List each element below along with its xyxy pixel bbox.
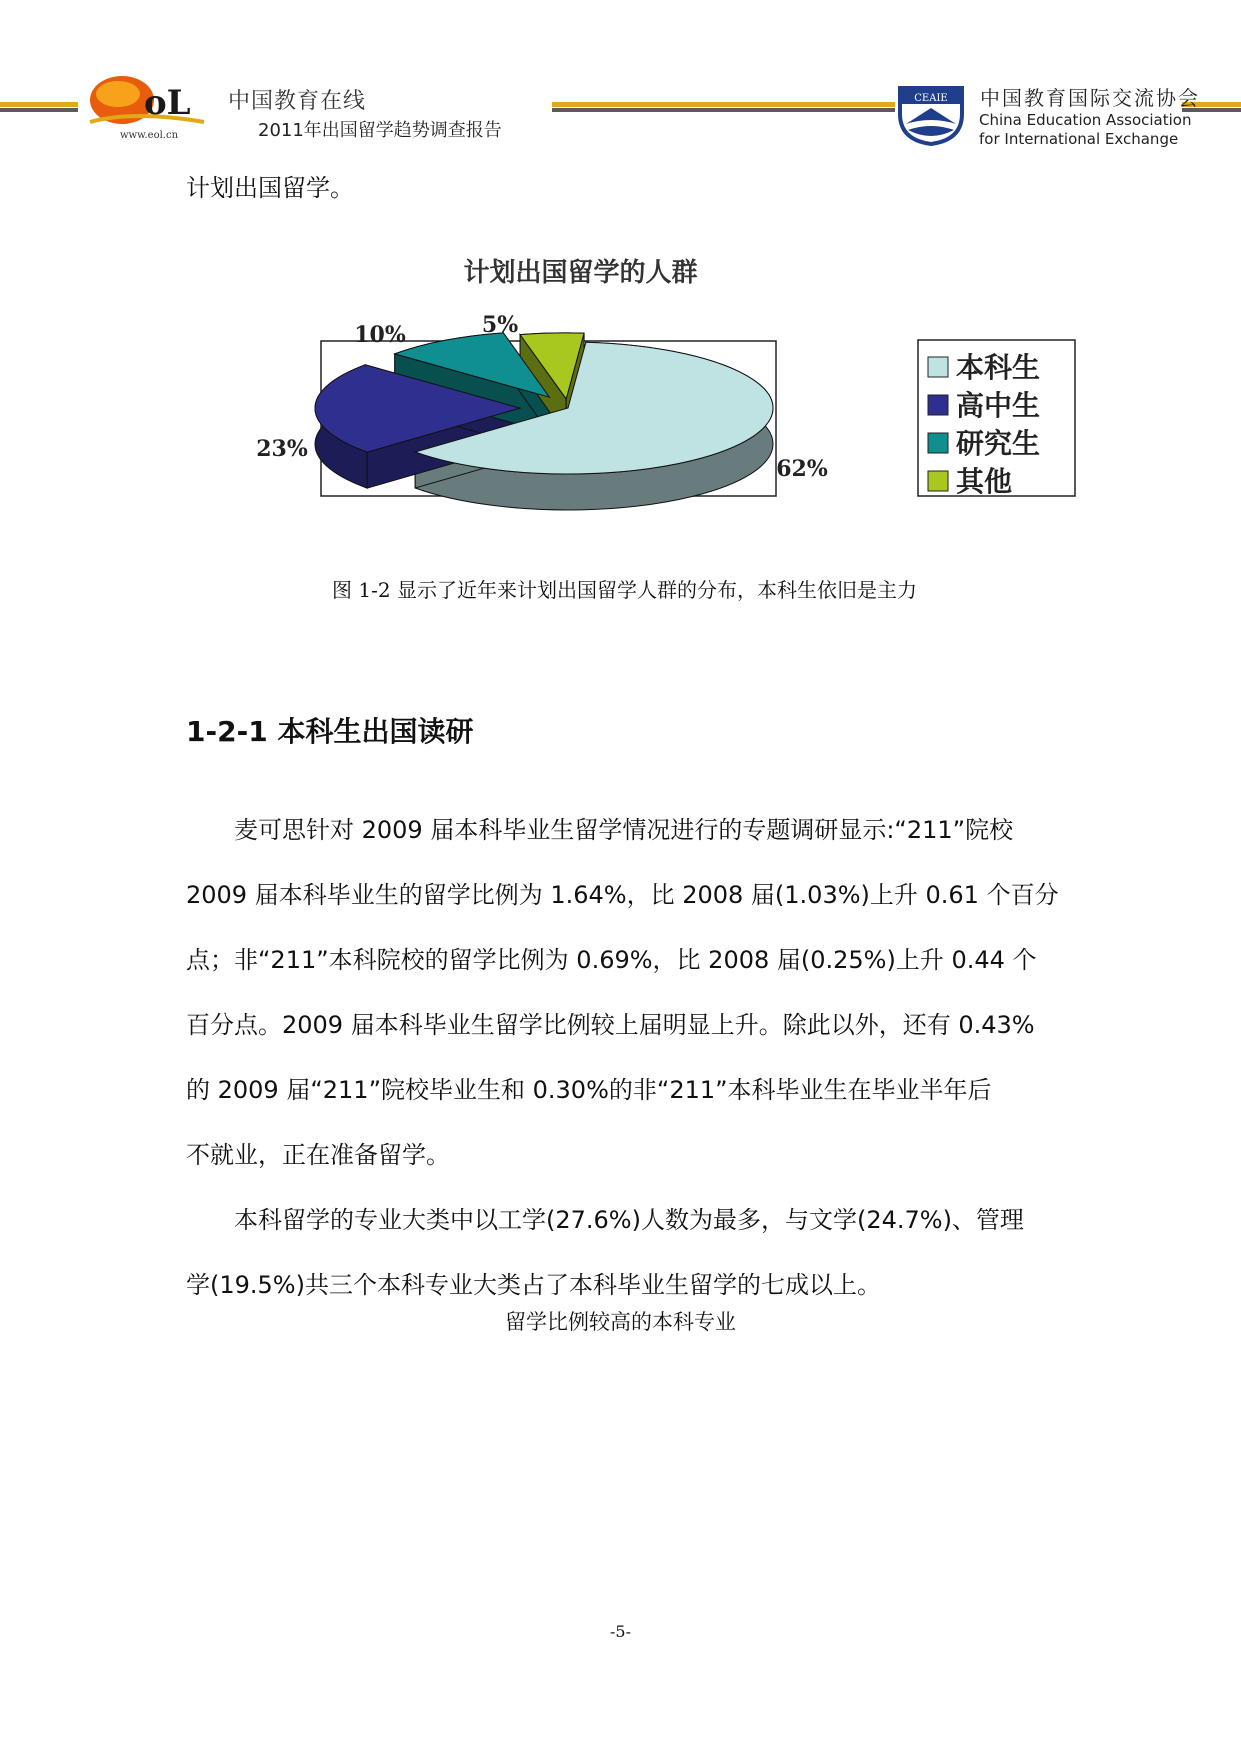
- legend-label: 其他: [956, 465, 1013, 498]
- pie-data-label: 23%: [256, 436, 308, 462]
- table-title: 留学比例较高的本科专业: [505, 1310, 736, 1334]
- legend-swatch: [928, 395, 948, 415]
- org-name-en-line1: China Education Association: [979, 111, 1192, 129]
- page-number: -5-: [610, 1622, 631, 1641]
- legend-swatch: [928, 357, 948, 377]
- paragraph-line: 的 2009 届“211”院校毕业生和 0.30%的非“211”本科毕业生在毕业半年后: [186, 1076, 992, 1104]
- paragraph-line: 麦可思针对 2009 届本科毕业生留学情况进行的专题调研显示:“211”院校: [186, 816, 1014, 844]
- figure-caption: 图 1-2 显示了近年来计划出国留学人群的分布，本科生依旧是主力: [332, 578, 917, 602]
- legend-label: 研究生: [956, 427, 1041, 460]
- ceaie-badge-text: CEAIE: [914, 93, 948, 104]
- legend-label: 本科生: [956, 351, 1041, 384]
- header-rule-middle: [552, 102, 895, 111]
- pie-data-label: 5%: [481, 312, 519, 338]
- eol-logo: [84, 70, 214, 142]
- site-name: 中国教育在线: [228, 89, 367, 114]
- pie-data-label: 10%: [354, 322, 406, 348]
- ceaie-logo: [896, 84, 966, 146]
- chart-title: 计划出国留学的人群: [463, 258, 698, 288]
- paragraph-line: 学(19.5%)共三个本科专业大类占了本科毕业生留学的七成以上。: [186, 1271, 881, 1299]
- org-name-cn: 中国教育国际交流协会: [980, 86, 1200, 110]
- legend-swatch: [928, 471, 948, 491]
- section-heading: 1-2-1 本科生出国读研: [186, 715, 474, 748]
- header-rule-left: [0, 102, 78, 111]
- legend-swatch: [928, 433, 948, 453]
- org-name-en-line2: for International Exchange: [979, 130, 1179, 148]
- paragraph-line: 百分点。2009 届本科毕业生留学比例较上届明显上升。除此以外，还有 0.43%: [186, 1011, 1035, 1039]
- pie-data-label: 62%: [776, 456, 828, 482]
- lead-text: 计划出国留学。: [186, 174, 354, 202]
- paragraph-line: 不就业，正在准备留学。: [186, 1141, 450, 1169]
- eol-logo-url: www.eol.cn: [120, 130, 179, 141]
- svg-text:oL: oL: [144, 83, 191, 123]
- paragraph-line: 2009 届本科毕业生的留学比例为 1.64%，比 2008 届(1.03%)上升 0.61 个百分: [186, 881, 1059, 909]
- legend-label: 高中生: [956, 389, 1041, 422]
- report-title: 2011年出国留学趋势调查报告: [258, 120, 502, 141]
- paragraph-line: 点；非“211”本科院校的留学比例为 0.69%，比 2008 届(0.25%)上升 0.44 个: [186, 946, 1037, 974]
- pie-chart: [0, 300, 1241, 540]
- paragraph-line: 本科留学的专业大类中以工学(27.6%)人数为最多，与文学(24.7%)、管理: [186, 1206, 1024, 1234]
